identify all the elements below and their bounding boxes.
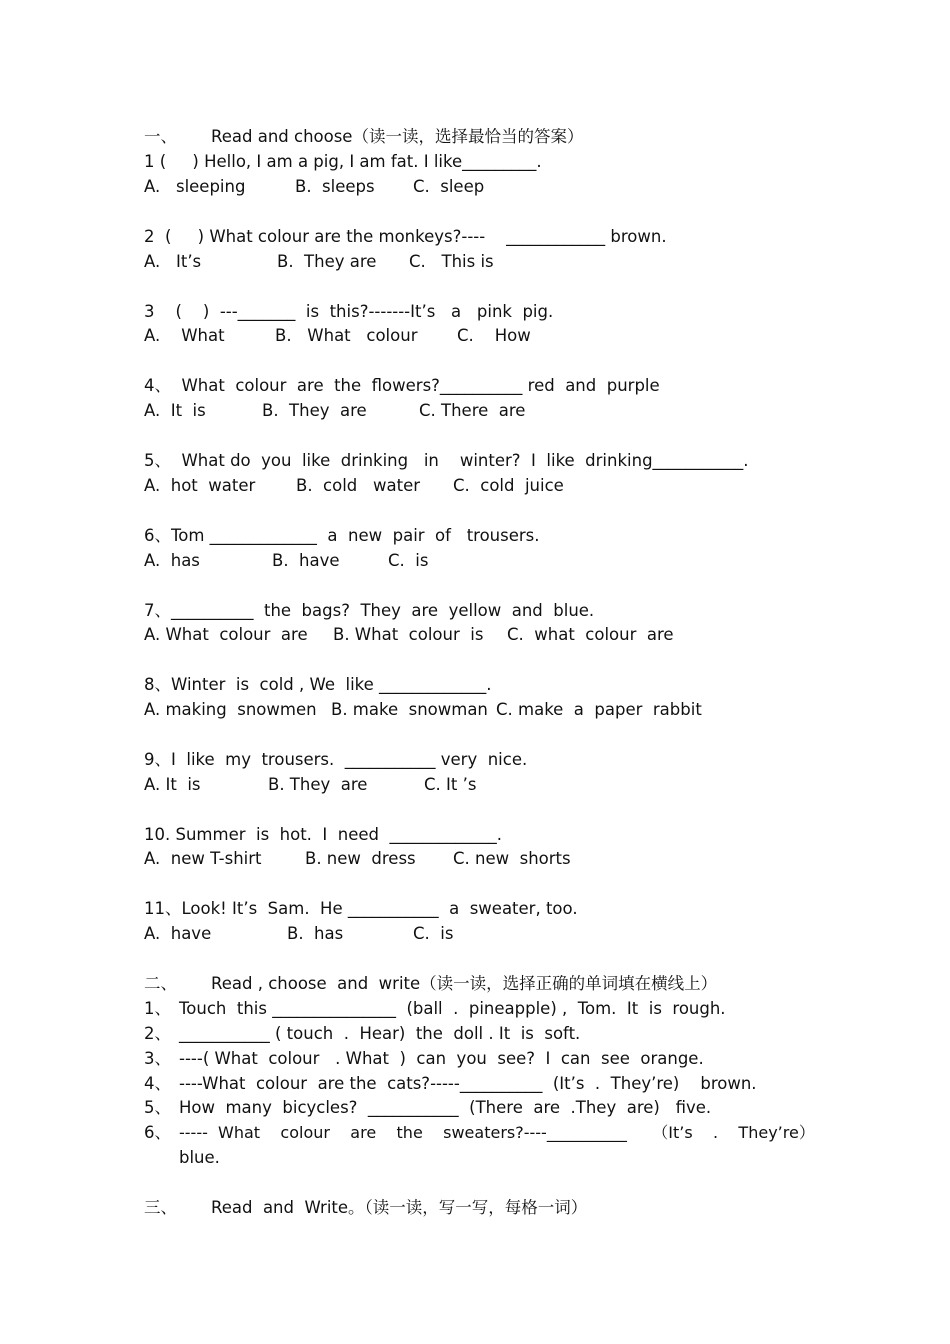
question-8-option-b: B. make snowman [331,700,488,719]
question-4-option-c: C. There are [419,401,526,420]
question-9: 9、I like my trousers. ___________ very nice. [144,750,528,769]
fill-item-3-text: ----( What colour . What ) can you see? I can see orange. [179,1049,704,1068]
question-11-option-b: B. has [287,924,344,943]
section-2-title: Read , choose and write（读一读，选择正确的单词填在横线上） [211,974,718,993]
question-3-option-c: C. How [457,326,531,345]
question-11: 11、Look! It’s Sam. He ___________ a sweater, too. [144,899,578,918]
question-1-option-a: A. sleeping [144,177,246,196]
question-2-option-b: B. They are [277,252,377,271]
fill-item-6-continuation: blue. [179,1148,220,1167]
question-11-option-a: A. have [144,924,212,943]
fill-item-3-number: 3、 [144,1049,171,1068]
fill-item-6-number: 6、 [144,1123,171,1142]
question-8: 8、Winter is cold , We like _____________. [144,675,492,694]
question-10-option-a: A. new T-shirt [144,849,262,868]
question-6: 6、Tom _____________ a new pair of trousers. [144,526,540,545]
question-11-option-c: C. is [413,924,454,943]
section-3-number: 三、 [144,1198,177,1217]
fill-item-4-text: ----What colour are the cats?-----__________ (It’s . They’re) brown. [179,1074,757,1093]
question-7: 7、__________ the bags? They are yellow and blue. [144,601,595,620]
question-9-option-c: C. It ’s [424,775,477,794]
question-6-option-a: A. has [144,551,200,570]
question-10-option-c: C. new shorts [453,849,571,868]
section-3-header [144,1198,588,1278]
fill-item-4-number: 4、 [144,1074,171,1093]
question-5-option-c: C. cold juice [453,476,564,495]
question-9-option-b: B. They are [268,775,368,794]
fill-item-2-number: 2、 [144,1024,171,1043]
fill-item-2-text: ___________ ( touch . Hear) the doll . It is soft. [179,1024,581,1043]
question-6-option-c: C. is [388,551,429,570]
question-6-option-b: B. have [272,551,340,570]
section-3-title: Read and Write。（读一读，写一写，每格一词） [211,1198,588,1217]
section-1-number: 一、 [144,127,177,146]
fill-item-6-text: ----- What colour are the sweaters?----__________ （It’s . They’re） [179,1123,815,1142]
question-1: 1 ( ) Hello, I am a pig, I am fat. I like_________. [144,152,542,171]
question-7-option-a: A. What colour are [144,625,308,644]
question-8-option-c: C. make a paper rabbit [496,700,702,719]
question-4-option-a: A. It is [144,401,206,420]
question-3-option-a: A. What [144,326,225,345]
question-10-option-b: B. new dress [305,849,416,868]
fill-item-1-text: Touch this _______________ (ball . pineapple) , Tom. It is rough. [179,999,726,1018]
question-5-option-b: B. cold water [296,476,421,495]
question-4: 4、 What colour are the flowers?__________ red and purple [144,376,660,395]
question-9-option-a: A. It is [144,775,201,794]
question-8-option-a: A. making snowmen [144,700,317,719]
question-3-option-b: B. What colour [275,326,418,345]
question-1-option-b: B. sleeps [295,177,375,196]
question-10: 10. Summer is hot. I need _____________. [144,825,502,844]
fill-item-5-text: How many bicycles? ___________ (There are .They are) five. [179,1098,712,1117]
section-2-number: 二、 [144,974,177,993]
question-2: 2 ( ) What colour are the monkeys?---- ____________ brown. [144,227,667,246]
question-5: 5、 What do you like drinking in winter? I like drinking___________. [144,451,749,470]
question-5-option-a: A. hot water [144,476,256,495]
question-1-option-c: C. sleep [413,177,485,196]
section-1-title: Read and choose（读一读，选择最恰当的答案） [211,127,584,146]
question-3: 3 ( ) ---_______ is this?-------It’s a pink pig. [144,302,554,321]
fill-item-5-number: 5、 [144,1098,171,1117]
question-4-option-b: B. They are [262,401,367,420]
fill-item-1-number: 1、 [144,999,171,1018]
question-2-option-c: C. This is [409,252,494,271]
question-7-option-b: B. What colour is [333,625,484,644]
question-7-option-c: C. what colour are [507,625,674,644]
question-2-option-a: A. It’s [144,252,202,271]
